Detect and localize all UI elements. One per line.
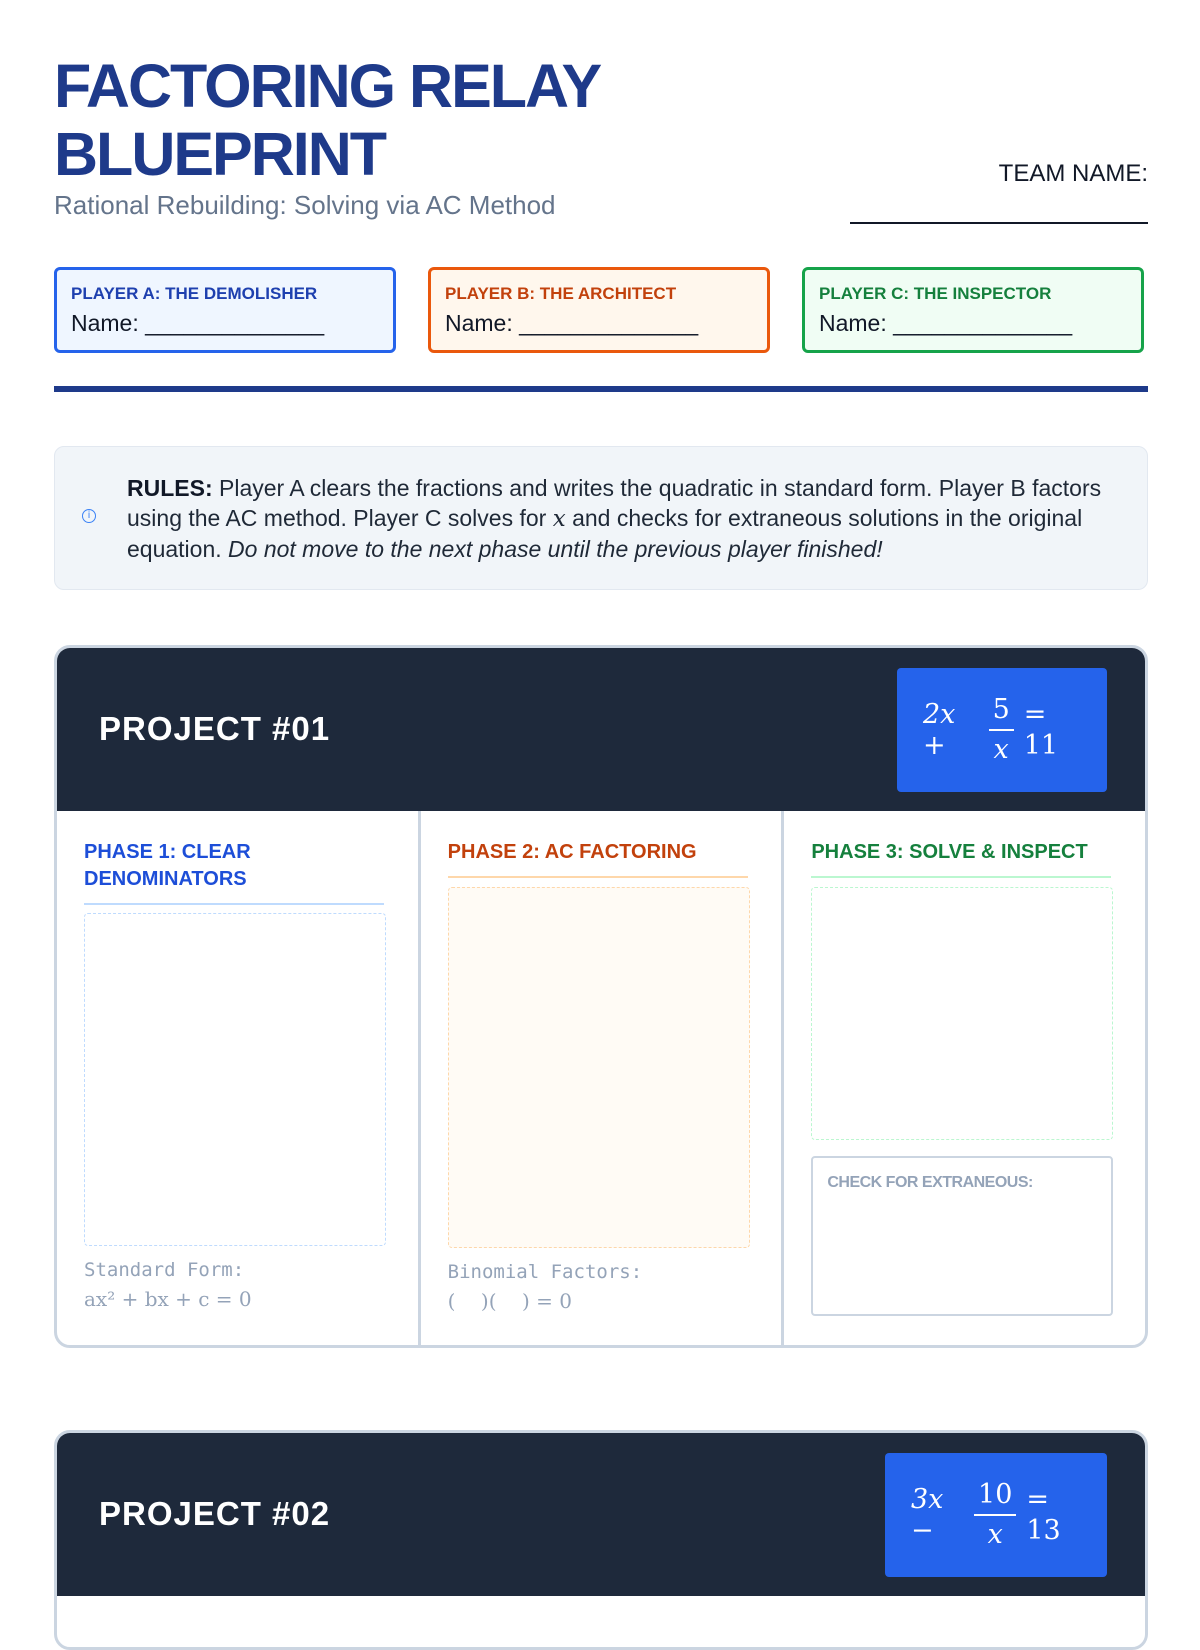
phase-2-title: PHASE 2: AC FACTORING bbox=[448, 839, 748, 878]
equation-box bbox=[897, 668, 1107, 792]
project-header bbox=[57, 1433, 1145, 1596]
fraction-denominator: x bbox=[993, 734, 1009, 765]
worksheet-title bbox=[54, 52, 600, 188]
rules-warning: Do not move to the next phase until the previous player finished! bbox=[228, 536, 883, 562]
rules-text-part-1: Player A clears the fractions and writes the quadratic in standard form. Player B factors using the AC method. Player C solves for bbox=[127, 475, 1102, 531]
phase-2-work-area[interactable] bbox=[448, 887, 750, 1248]
rules-variable: x bbox=[552, 506, 566, 532]
fraction-denominator: x bbox=[987, 1519, 1003, 1550]
title-line-2: BLUEPRINT bbox=[54, 120, 386, 188]
player-c-name-field[interactable]: Name: ______________ bbox=[819, 310, 1073, 336]
rules-text bbox=[127, 473, 1127, 564]
player-b-card bbox=[428, 267, 770, 353]
worksheet-page bbox=[54, 0, 1148, 1550]
equation-left: 3x − bbox=[911, 1484, 944, 1546]
rules-label: RULES: bbox=[127, 475, 213, 501]
phase-1-hint bbox=[84, 1259, 252, 1311]
phase-1-work-area[interactable] bbox=[84, 913, 386, 1246]
fraction-numerator: 5 bbox=[989, 695, 1014, 731]
equation-right: = 11 bbox=[1023, 699, 1059, 761]
binomial-factors-label: Binomial Factors: bbox=[447, 1261, 643, 1283]
phase-2-column bbox=[421, 811, 785, 1345]
project-title: PROJECT #02 bbox=[99, 1495, 331, 1532]
equation-fraction bbox=[989, 695, 1014, 765]
equation-left: 2x + bbox=[923, 699, 956, 761]
phase-2-hint bbox=[448, 1261, 642, 1313]
phase-columns bbox=[57, 811, 1145, 1345]
player-roles bbox=[54, 267, 1148, 359]
team-name-blank[interactable] bbox=[850, 188, 1148, 224]
player-b-name-field[interactable]: Name: ______________ bbox=[445, 310, 699, 336]
player-c-card bbox=[802, 267, 1144, 353]
player-a-name-field[interactable]: Name: ______________ bbox=[71, 310, 325, 336]
equation-box bbox=[885, 1453, 1107, 1577]
project-title: PROJECT #01 bbox=[99, 710, 331, 747]
rules-text-part-2: and checks for extraneous solutions in the original equation. bbox=[127, 505, 1083, 562]
team-name-field[interactable] bbox=[850, 160, 1148, 224]
extraneous-check-box[interactable] bbox=[811, 1156, 1113, 1316]
project-card-02 bbox=[54, 1430, 1148, 1650]
player-c-role: PLAYER C: THE INSPECTOR bbox=[819, 284, 1052, 303]
phase-3-column bbox=[784, 811, 1145, 1345]
phase-1-title: PHASE 1: CLEAR DENOMINATORS bbox=[84, 839, 384, 905]
standard-form-formula: ax² + bx + c = 0 bbox=[84, 1287, 252, 1311]
title-line-1: FACTORING RELAY bbox=[54, 52, 601, 120]
equation-fraction bbox=[974, 1480, 1016, 1550]
fraction-numerator: 10 bbox=[974, 1480, 1016, 1516]
worksheet-header bbox=[54, 0, 1148, 240]
player-a-card bbox=[54, 267, 396, 353]
phase-3-title: PHASE 3: SOLVE & INSPECT bbox=[811, 839, 1111, 878]
team-name-label: TEAM NAME: bbox=[998, 160, 1148, 187]
player-b-role: PLAYER B: THE ARCHITECT bbox=[445, 284, 677, 303]
phase-1-column bbox=[57, 811, 421, 1345]
phase-3-work-area[interactable] bbox=[811, 887, 1113, 1140]
worksheet-subtitle: Rational Rebuilding: Solving via AC Method bbox=[54, 190, 556, 220]
standard-form-label: Standard Form: bbox=[84, 1259, 245, 1281]
project-card-01 bbox=[54, 645, 1148, 1348]
info-circle-icon: i bbox=[82, 509, 96, 523]
player-a-role: PLAYER A: THE DEMOLISHER bbox=[71, 284, 318, 303]
rules-box bbox=[54, 446, 1148, 590]
binomial-factors-formula: ( )( ) = 0 bbox=[447, 1289, 572, 1313]
header-divider bbox=[54, 386, 1148, 392]
project-header bbox=[57, 648, 1145, 811]
extraneous-check-label: CHECK FOR EXTRANEOUS: bbox=[827, 1174, 1033, 1191]
equation-right: = 13 bbox=[1026, 1484, 1061, 1546]
